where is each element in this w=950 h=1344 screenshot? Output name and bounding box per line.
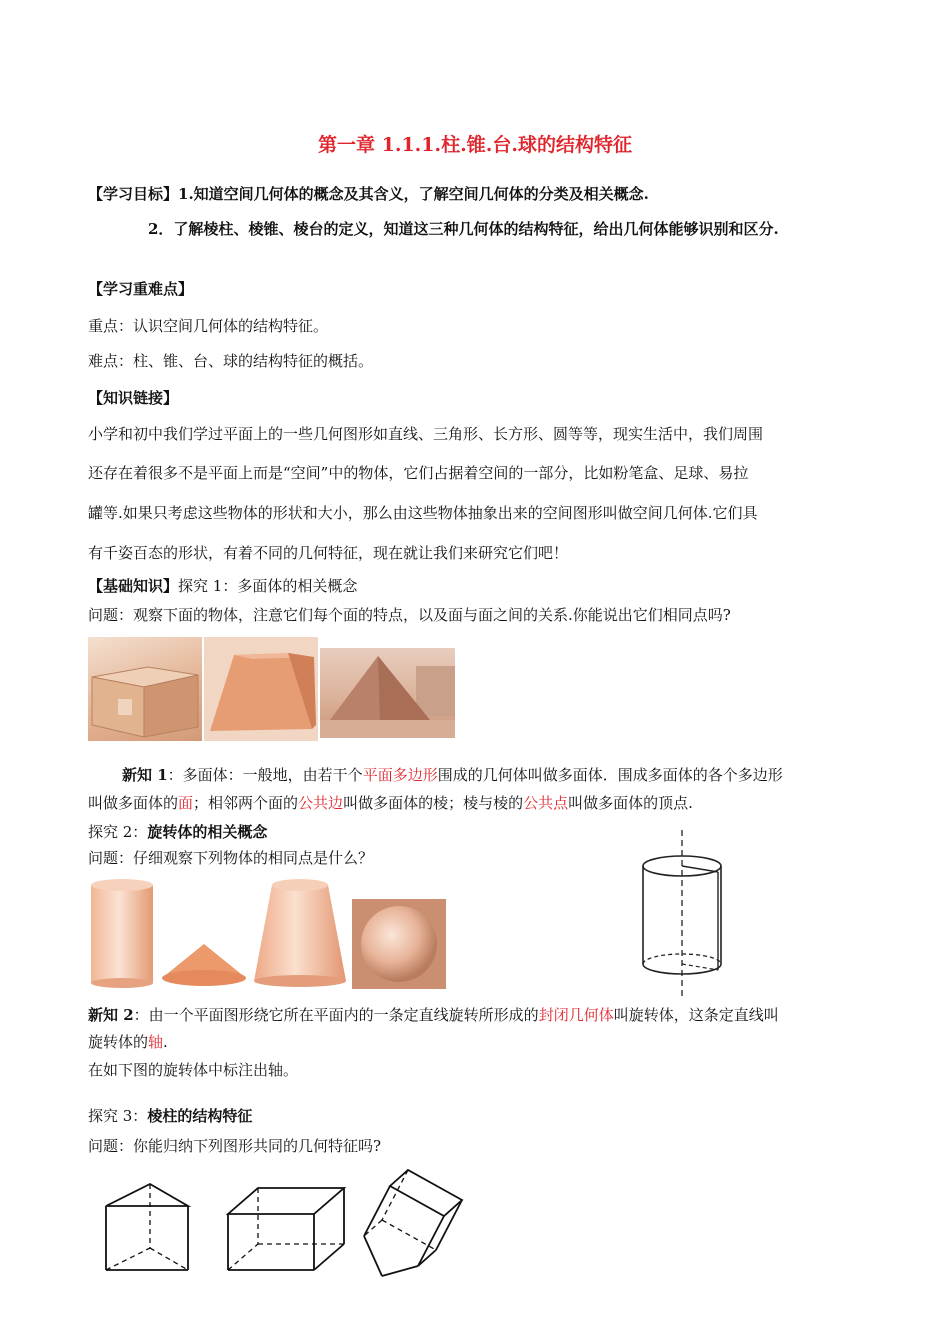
new-1-text-b: 围成的几何体叫做多面体．围成多面体的各个多边形 [437, 766, 783, 784]
keyword-axis: 轴 [148, 1033, 164, 1051]
explore-3-bold: 棱柱的结构特征 [147, 1107, 253, 1125]
page-title: 第一章 1.1.1.柱.锥.台.球的结构特征 [318, 134, 632, 156]
goal-item-1: 1.知道空间几何体的概念及其含义，了解空间几何体的分类及相关概念. [178, 185, 649, 203]
new-2-text-c: 旋转体的 [88, 1033, 149, 1051]
explore-1-title: 探究 1：多面体的相关概念 [178, 577, 358, 595]
question-3: 问题：你能归纳下列图形共同的几何特征吗? [88, 1137, 382, 1155]
frustum-cone-photo [250, 877, 350, 989]
axis-instruction: 在如下图的旋转体中标注出轴。 [88, 1061, 299, 1079]
new-2-line-2 [88, 1032, 168, 1052]
new-2-label: 新知 2 [88, 1006, 134, 1024]
triangular-prism-diagram [100, 1180, 200, 1280]
cone-photo-drawing [160, 938, 248, 988]
explore-2-title [88, 822, 267, 842]
keyword-common-edge: 公共边 [298, 794, 344, 812]
keyword-closed-solid: 封闭几何体 [538, 1006, 614, 1024]
keyword-common-point: 公共点 [523, 794, 569, 812]
cylinder-axis-diagram [620, 830, 750, 1000]
new-2-text-d: . [163, 1033, 168, 1051]
explore-3-label: 探究 3： [88, 1107, 148, 1125]
new-1-text-a: ：多面体：一般地，由若干个 [167, 766, 363, 784]
question-1: 问题：观察下面的物体，注意它们每个面的特点，以及面与面之间的关系.你能说出它们相同点吗? [88, 606, 731, 624]
goals-label: 【学习目标】 [88, 185, 179, 203]
goal-item-2: 2．了解棱柱、棱锥、棱台的定义，知道这三种几何体的结构特征，给出几何体能够识别和区分. [148, 220, 779, 238]
new-1-text-e: 叫做多面体的棱；棱与棱的 [343, 794, 524, 812]
new-1-text-f: 叫做多面体的顶点. [568, 794, 693, 812]
link-line-2: 还存在着很多不是平面上而是“空间”中的物体，它们占据着空间的一部分，比如粉笔盒、足球、易拉 [88, 464, 749, 482]
focus-text: 重点：认识空间几何体的结构特征。 [88, 317, 329, 335]
box-drawing [88, 637, 202, 741]
new-1-text-d: ；相邻两个面的 [193, 794, 299, 812]
sphere-photo [352, 899, 446, 989]
link-label: 【知识链接】 [88, 389, 179, 407]
difficulty-text: 难点：柱、锥、台、球的结构特征的概括。 [88, 352, 374, 370]
frustum-cone-drawing [250, 877, 350, 989]
explore-2-bold: 旋转体的相关概念 [147, 823, 268, 841]
cylinder-photo [88, 877, 158, 989]
new-1-line-2 [88, 793, 693, 813]
link-line-4: 有千姿百态的形状，有着不同的几何特征，现在就让我们来研究它们吧！ [88, 544, 569, 562]
cone-photo [160, 938, 248, 988]
question-2: 问题：仔细观察下列物体的相同点是什么？ [88, 849, 374, 867]
oblique-prism-diagram [358, 1168, 468, 1286]
new-2-line-1 [88, 1005, 779, 1025]
link-line-3: 罐等.如果只考虑这些物体的形状和大小，那么由这些物体抽象出来的空间图形叫做空间几何体.它们具 [88, 504, 758, 522]
cylinder-photo-drawing [88, 877, 158, 989]
link-line-1: 小学和初中我们学过平面上的一些几何图形如直线、三角形、长方形、圆等等，现实生活中，我们周围 [88, 425, 764, 443]
basics-line [88, 576, 357, 596]
new-1-line-1 [122, 765, 783, 785]
frustum-drawing [204, 637, 318, 741]
explore-2-label: 探究 2： [88, 823, 148, 841]
new-1-text-c: 叫做多面体的 [88, 794, 179, 812]
new-1-label: 新知 1 [122, 766, 168, 784]
explore-3-title [88, 1106, 252, 1126]
pyramid-drawing [320, 648, 455, 738]
frustum-photo [204, 637, 318, 741]
sphere-photo-drawing [352, 899, 446, 989]
key-points-label: 【学习重难点】 [88, 280, 194, 298]
new-2-text-a: ：由一个平面图形绕它所在平面内的一条定直线旋转所形成的 [133, 1006, 539, 1024]
basics-label: 【基础知识】 [88, 577, 179, 595]
keyword-plane-polygon: 平面多边形 [362, 766, 438, 784]
keyword-face: 面 [178, 794, 194, 812]
pyramid-photo [320, 648, 455, 738]
goals-line-1 [88, 184, 649, 204]
new-2-text-b: 叫旋转体，这条定直线叫 [613, 1006, 779, 1024]
cuboid-diagram [222, 1178, 352, 1278]
box-photo [88, 637, 202, 741]
